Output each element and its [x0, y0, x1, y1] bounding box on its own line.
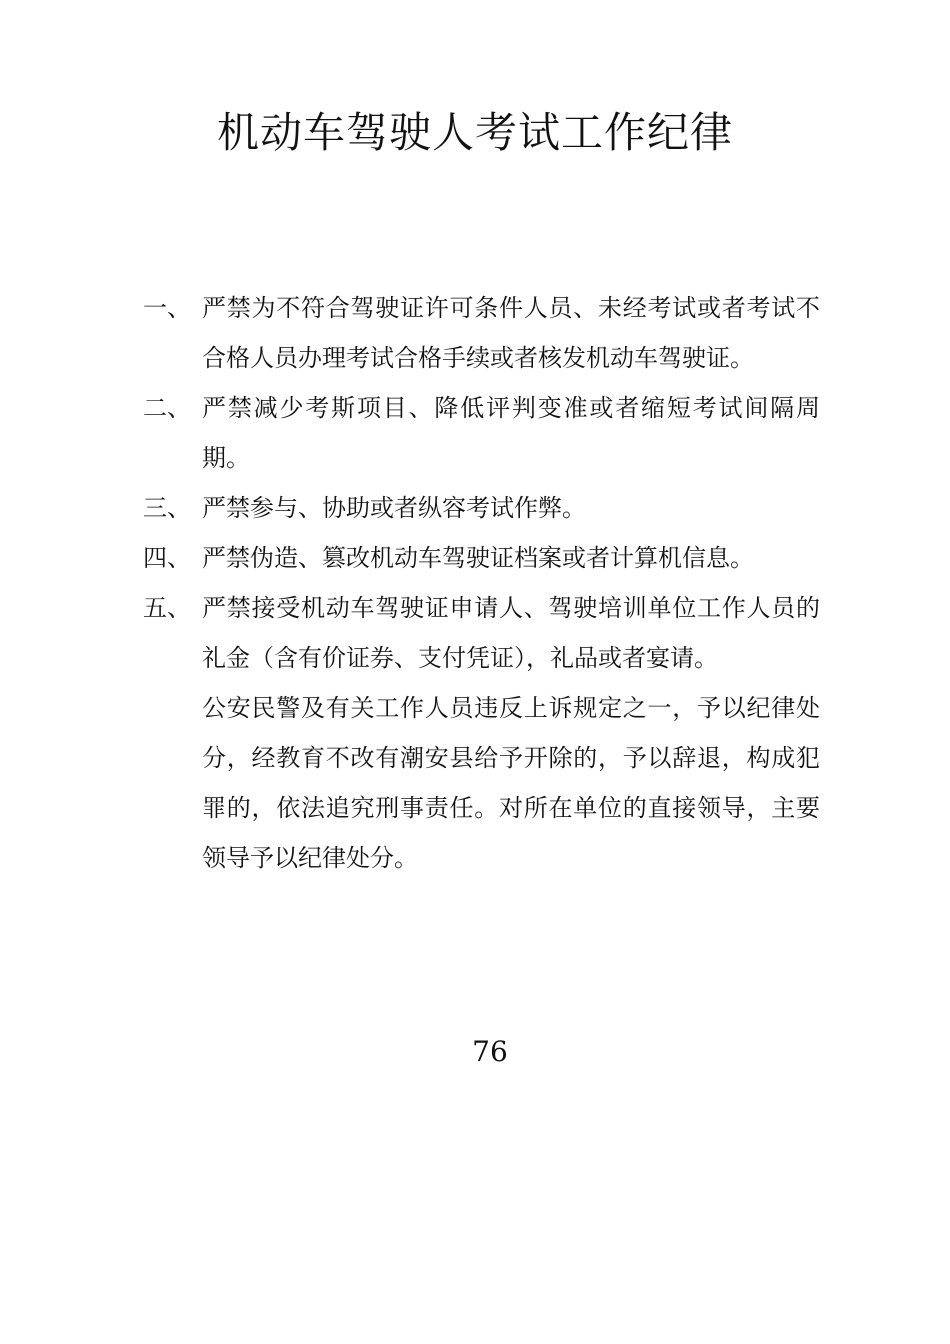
rule-text: 严禁接受机动车驾驶证申请人、驾驶培训单位工作人员的礼金（含有价证券、支付凭证），礼品或者宴请。: [202, 594, 820, 672]
rule-number: 三、: [143, 494, 191, 522]
page-title: 机动车驾驶人考试工作纪律: [216, 108, 733, 157]
rules-list: [140, 283, 820, 883]
rule-number: 一、: [143, 294, 191, 322]
rule-number: 四、: [143, 544, 191, 572]
rule-item-2: [140, 383, 820, 483]
rule-item-1: [140, 283, 820, 383]
rule-item-4: [140, 533, 820, 583]
rule-item-5: [140, 583, 820, 683]
rule-text: 严禁为不符合驾驶证许可条件人员、未经考试或者考试不合格人员办理考试合格手续或者核发机动车驾驶证。: [202, 294, 820, 372]
rule-number: 五、: [143, 594, 191, 622]
page-number: 76: [472, 1035, 508, 1068]
rule-item-3: [140, 483, 820, 533]
rule-text: 严禁参与、协助或者纵容考试作弊。: [202, 494, 586, 522]
rule-text: 严禁伪造、篡改机动车驾驶证档案或者计算机信息。: [202, 544, 754, 572]
rule-text: 严禁减少考斯项目、降低评判变准或者缩短考试间隔周期。: [202, 394, 820, 472]
rule-number: 二、: [143, 394, 191, 422]
closing-paragraph: 公安民警及有关工作人员违反上诉规定之一，予以纪律处分，经教育不改有潮安县给予开除的，予以辞退，构成犯罪的，依法追究刑事责任。对所在单位的直接领导，主要领导予以纪律处分。: [202, 694, 820, 872]
